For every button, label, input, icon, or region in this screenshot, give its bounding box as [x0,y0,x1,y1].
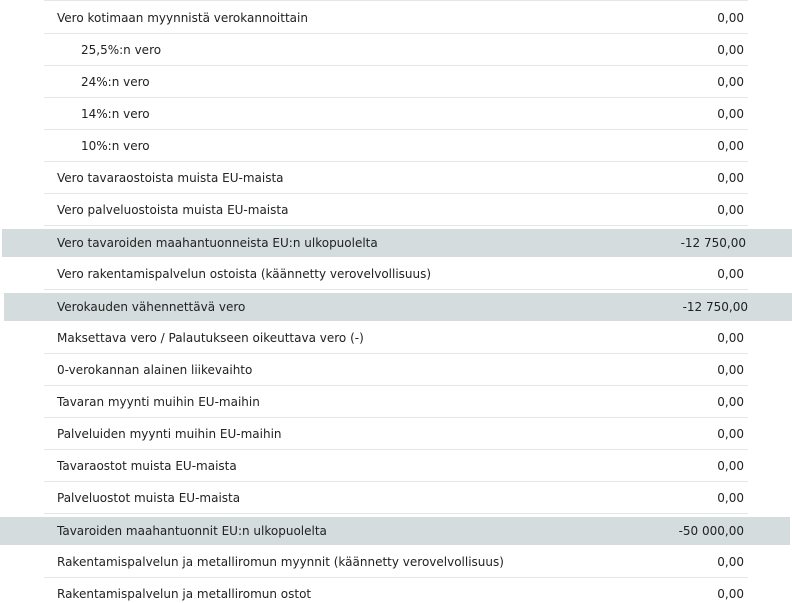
row-divider [44,161,748,162]
row-divider [44,417,748,418]
row-divider [44,65,748,66]
row-value: 0,00 [717,267,744,281]
table-row [0,3,792,34]
row-value: 0,00 [717,395,744,409]
table-row [0,131,792,162]
row-label: 10%:n vero [81,139,150,153]
table-row [0,579,792,603]
row-label: Maksettava vero / Palautukseen oikeuttava vero (-) [57,331,364,345]
row-divider [44,481,748,482]
table-row-highlighted [0,517,790,545]
row-label: Tavaroiden maahantuonnit EU:n ulkopuolelta [57,524,327,538]
table-row [0,387,792,418]
row-label: 24%:n vero [81,75,150,89]
row-value: -12 750,00 [682,300,748,314]
row-label: Rakentamispalvelun ja metalliromun myynnit (käännetty verovelvollisuus) [57,555,504,569]
row-value: -12 750,00 [680,236,746,250]
row-value: -50 000,00 [678,524,744,538]
row-label: Tavaran myynti muihin EU-maihin [57,395,260,409]
row-divider [44,33,748,34]
table-row [0,355,792,386]
row-divider [44,97,748,98]
row-label: Vero palveluostoista muista EU-maista [57,203,289,217]
table-row [0,259,792,290]
table-row [0,163,792,194]
row-value: 0,00 [717,43,744,57]
table-row [0,67,792,98]
row-label: Verokauden vähennettävä vero [57,300,246,314]
row-label: Palveluostot muista EU-maista [57,491,241,505]
row-value: 0,00 [717,555,744,569]
table-row [0,195,792,226]
row-value: 0,00 [717,331,744,345]
table-row [0,323,792,354]
table-row [0,451,792,482]
table-top-divider [44,0,748,1]
row-divider [44,449,748,450]
row-value: 0,00 [717,491,744,505]
table-row-highlighted [2,229,792,257]
row-value: 0,00 [717,459,744,473]
row-value: 0,00 [717,11,744,25]
row-label: Vero tavaroiden maahantuonneista EU:n ulkopuolelta [57,236,378,250]
row-value: 0,00 [717,107,744,121]
row-value: 0,00 [717,203,744,217]
row-value: 0,00 [717,587,744,601]
row-divider [44,385,748,386]
row-label: Rakentamispalvelun ja metalliromun ostot [57,587,312,601]
row-value: 0,00 [717,139,744,153]
row-divider [44,129,748,130]
row-divider [44,225,748,226]
table-row [0,419,792,450]
row-value: 0,00 [717,427,744,441]
row-divider [44,193,748,194]
row-divider [44,353,748,354]
row-label: Vero rakentamispalvelun ostoista (käännetty verovelvollisuus) [57,267,432,281]
row-label: Tavaraostot muista EU-maista [57,459,237,473]
row-label: 25,5%:n vero [81,43,162,57]
row-divider [44,577,748,578]
row-divider [44,513,748,514]
row-label: 14%:n vero [81,107,150,121]
row-label: Vero kotimaan myynnistä verokannoittain [57,11,308,25]
row-value: 0,00 [717,363,744,377]
row-label: Palveluiden myynti muihin EU-maihin [57,427,282,441]
row-value: 0,00 [717,171,744,185]
row-value: 0,00 [717,75,744,89]
table-row-highlighted [4,293,792,321]
row-label: 0-verokannan alainen liikevaihto [57,363,253,377]
table-row [0,35,792,66]
table-row [0,99,792,130]
row-label: Vero tavaraostoista muista EU-maista [57,171,284,185]
table-row [0,483,792,514]
table-row [0,547,792,578]
row-divider [44,289,748,290]
